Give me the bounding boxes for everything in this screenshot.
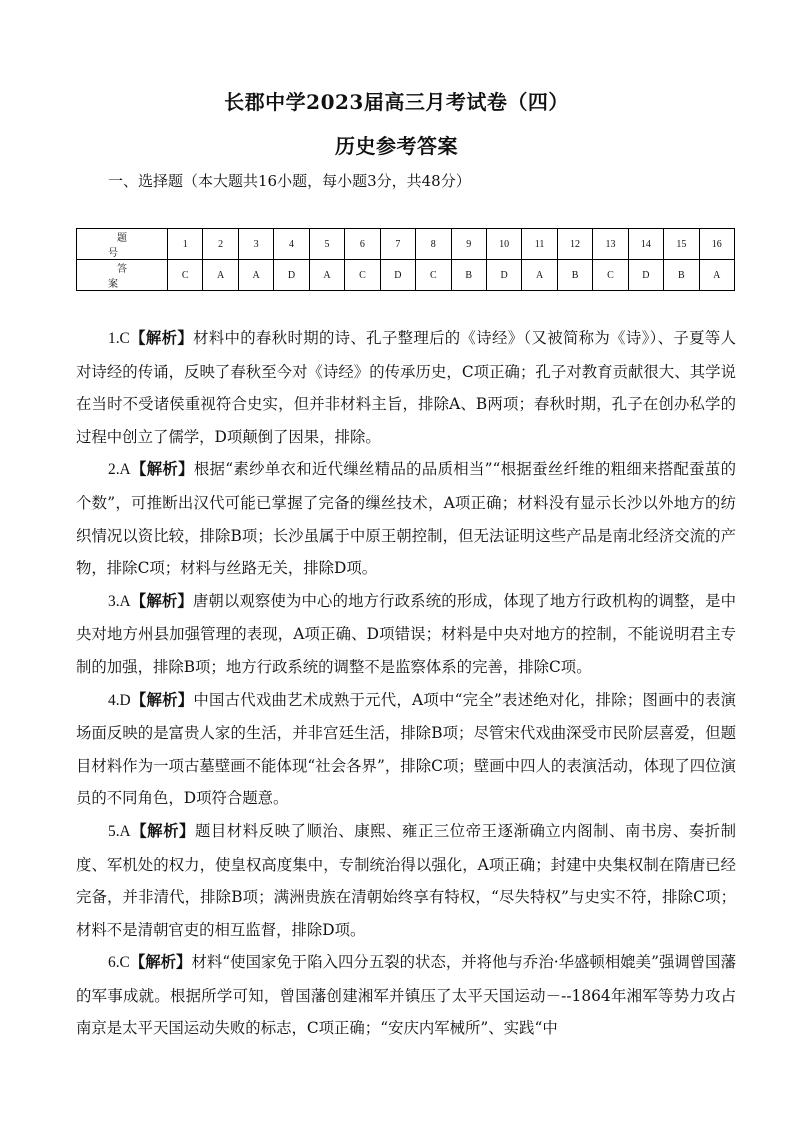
table-cell: D [628,260,663,291]
question-number: 5.A [108,822,131,840]
explanations [76,322,736,1045]
table-cell: A [699,260,734,291]
table-cell: D [380,260,415,291]
table-cell: B [664,260,699,291]
table-cell: 16 [699,229,734,260]
table-cell: 6 [345,229,380,260]
table-cell: 15 [664,229,699,260]
table-row-answers [77,260,735,291]
table-cell: 14 [628,229,663,260]
table-cell: C [416,260,451,291]
question-number: 4.D [108,691,131,709]
table-cell: 2 [203,229,238,260]
question-number: 2.A [108,461,131,479]
explanation-item [76,815,736,946]
explanation-text: 中国古代戏曲艺术成熟于元代，A项中“完全”表述绝对化，排除；图画中的表演场面反映的是富贵人家的生活，并非宫廷生活，排除B项；尽管宋代戏曲深受市民阶层喜爱，但题目材料作为一项古墓壁画不能体现“社会各界”，排除C项；壁画中四人的表演活动，体现了四位演员的不同角色，D项符合题意。 [76,690,736,808]
table-cell: 12 [557,229,592,260]
table-cell: 7 [380,229,415,260]
table-cell: 1 [168,229,203,260]
table-cell: 9 [451,229,486,260]
table-cell: 10 [486,229,521,260]
table-cell: D [486,260,521,291]
question-number: 1.C [108,330,130,347]
explanation-text: 唐朝以观察使为中心的地方行政系统的形成，体现了地方行政机构的调整，是中央对地方州县加强管理的表现，A项正确、D项错误；材料是中央对地方的控制，不能说明君主专制的加强，排除B项；地方行政系统的调整不是监察体系的完善，排除C项。 [76,591,736,676]
table-cell: B [451,260,486,291]
analysis-tag: 【解析】 [130,821,195,840]
analysis-tag: 【解析】 [129,329,194,347]
table-cell: 8 [416,229,451,260]
explanation-item [76,585,736,684]
analysis-tag: 【解析】 [130,460,194,479]
table-cell: 11 [522,229,557,260]
analysis-tag: 【解析】 [130,690,194,709]
question-number: 3.A [108,592,131,610]
explanation-text: 根据“素纱单衣和近代缫丝精品的品质相当”“根据蚕丝纤维的粗细来搭配蚕茧的个数”，可推断出汉代可能已掌握了完备的缫丝技术，A项正确；材料没有显示长沙以外地方的纺织情况以资比较，排除B项；长沙虽属于中原王朝控制，但无法证明这些产品是南北经济交流的产物，排除C项；材料与丝路无关，排除D项。 [76,460,736,578]
table-row-numbers [77,229,735,260]
question-number: 6.C [108,954,130,972]
explanation-item [76,946,736,1045]
analysis-tag: 【解析】 [129,953,192,972]
section-heading: 一、选择题（本大题共16小题，每小题3分，共48分） [108,172,471,190]
table-cell: D [274,260,309,291]
table-cell: B [557,260,592,291]
row-label-answers: 答 案 [77,260,168,291]
page-title: 长郡中学2023届高三月考试卷（四） [224,90,569,114]
table-cell: A [522,260,557,291]
table-cell: 13 [593,229,628,260]
explanation-item [76,453,736,584]
table-cell: 5 [309,229,344,260]
analysis-tag: 【解析】 [130,591,193,610]
table-cell: 3 [238,229,273,260]
table-cell: 4 [274,229,309,260]
explanation-item [76,684,736,815]
explanation-text: 材料“使国家免于陷入四分五裂的状态，并将他与乔治·华盛顿相媲美”强调曾国藩的军事成就。根据所学可知，曾国藩创建湘军并镇压了太平天国运动－--1864年湘军等势力攻占南京是太平天国运动失败的标志，C项正确；“安庆内军械所”、实践“中 [76,953,736,1038]
table-cell: C [593,260,628,291]
page-subtitle: 历史参考答案 [335,134,458,158]
explanation-item [76,322,736,453]
table-cell: A [238,260,273,291]
explanation-text: 题目材料反映了顺治、康熙、雍正三位帝王逐渐确立内阁制、南书房、奏折制度、军机处的权力，使皇权高度集中，专制统治得以强化，A项正确；封建中央集权制在隋唐已经完备，并非清代，排除B项；满洲贵族在清朝始终享有特权，“尽失特权”与史实不符，排除C项；材料不是清朝官吏的相互监督，排除D项。 [76,821,736,939]
answer-table [76,228,735,291]
row-label-numbers: 题 号 [77,229,168,260]
table-cell: C [168,260,203,291]
table-cell: A [203,260,238,291]
explanation-text: 材料中的春秋时期的诗、孔子整理后的《诗经》（又被简称为《诗》）、子夏等人对诗经的传诵，反映了春秋至今对《诗经》的传承历史，C项正确；孔子对教育贡献很大、其学说在当时不受诸侯重视符合史实，但并非材料主旨，排除A、B两项；春秋时期，孔子在创办私学的过程中创立了儒学，D项颠倒了因果，排除。 [76,329,736,446]
table-cell: C [345,260,380,291]
table-cell: A [309,260,344,291]
